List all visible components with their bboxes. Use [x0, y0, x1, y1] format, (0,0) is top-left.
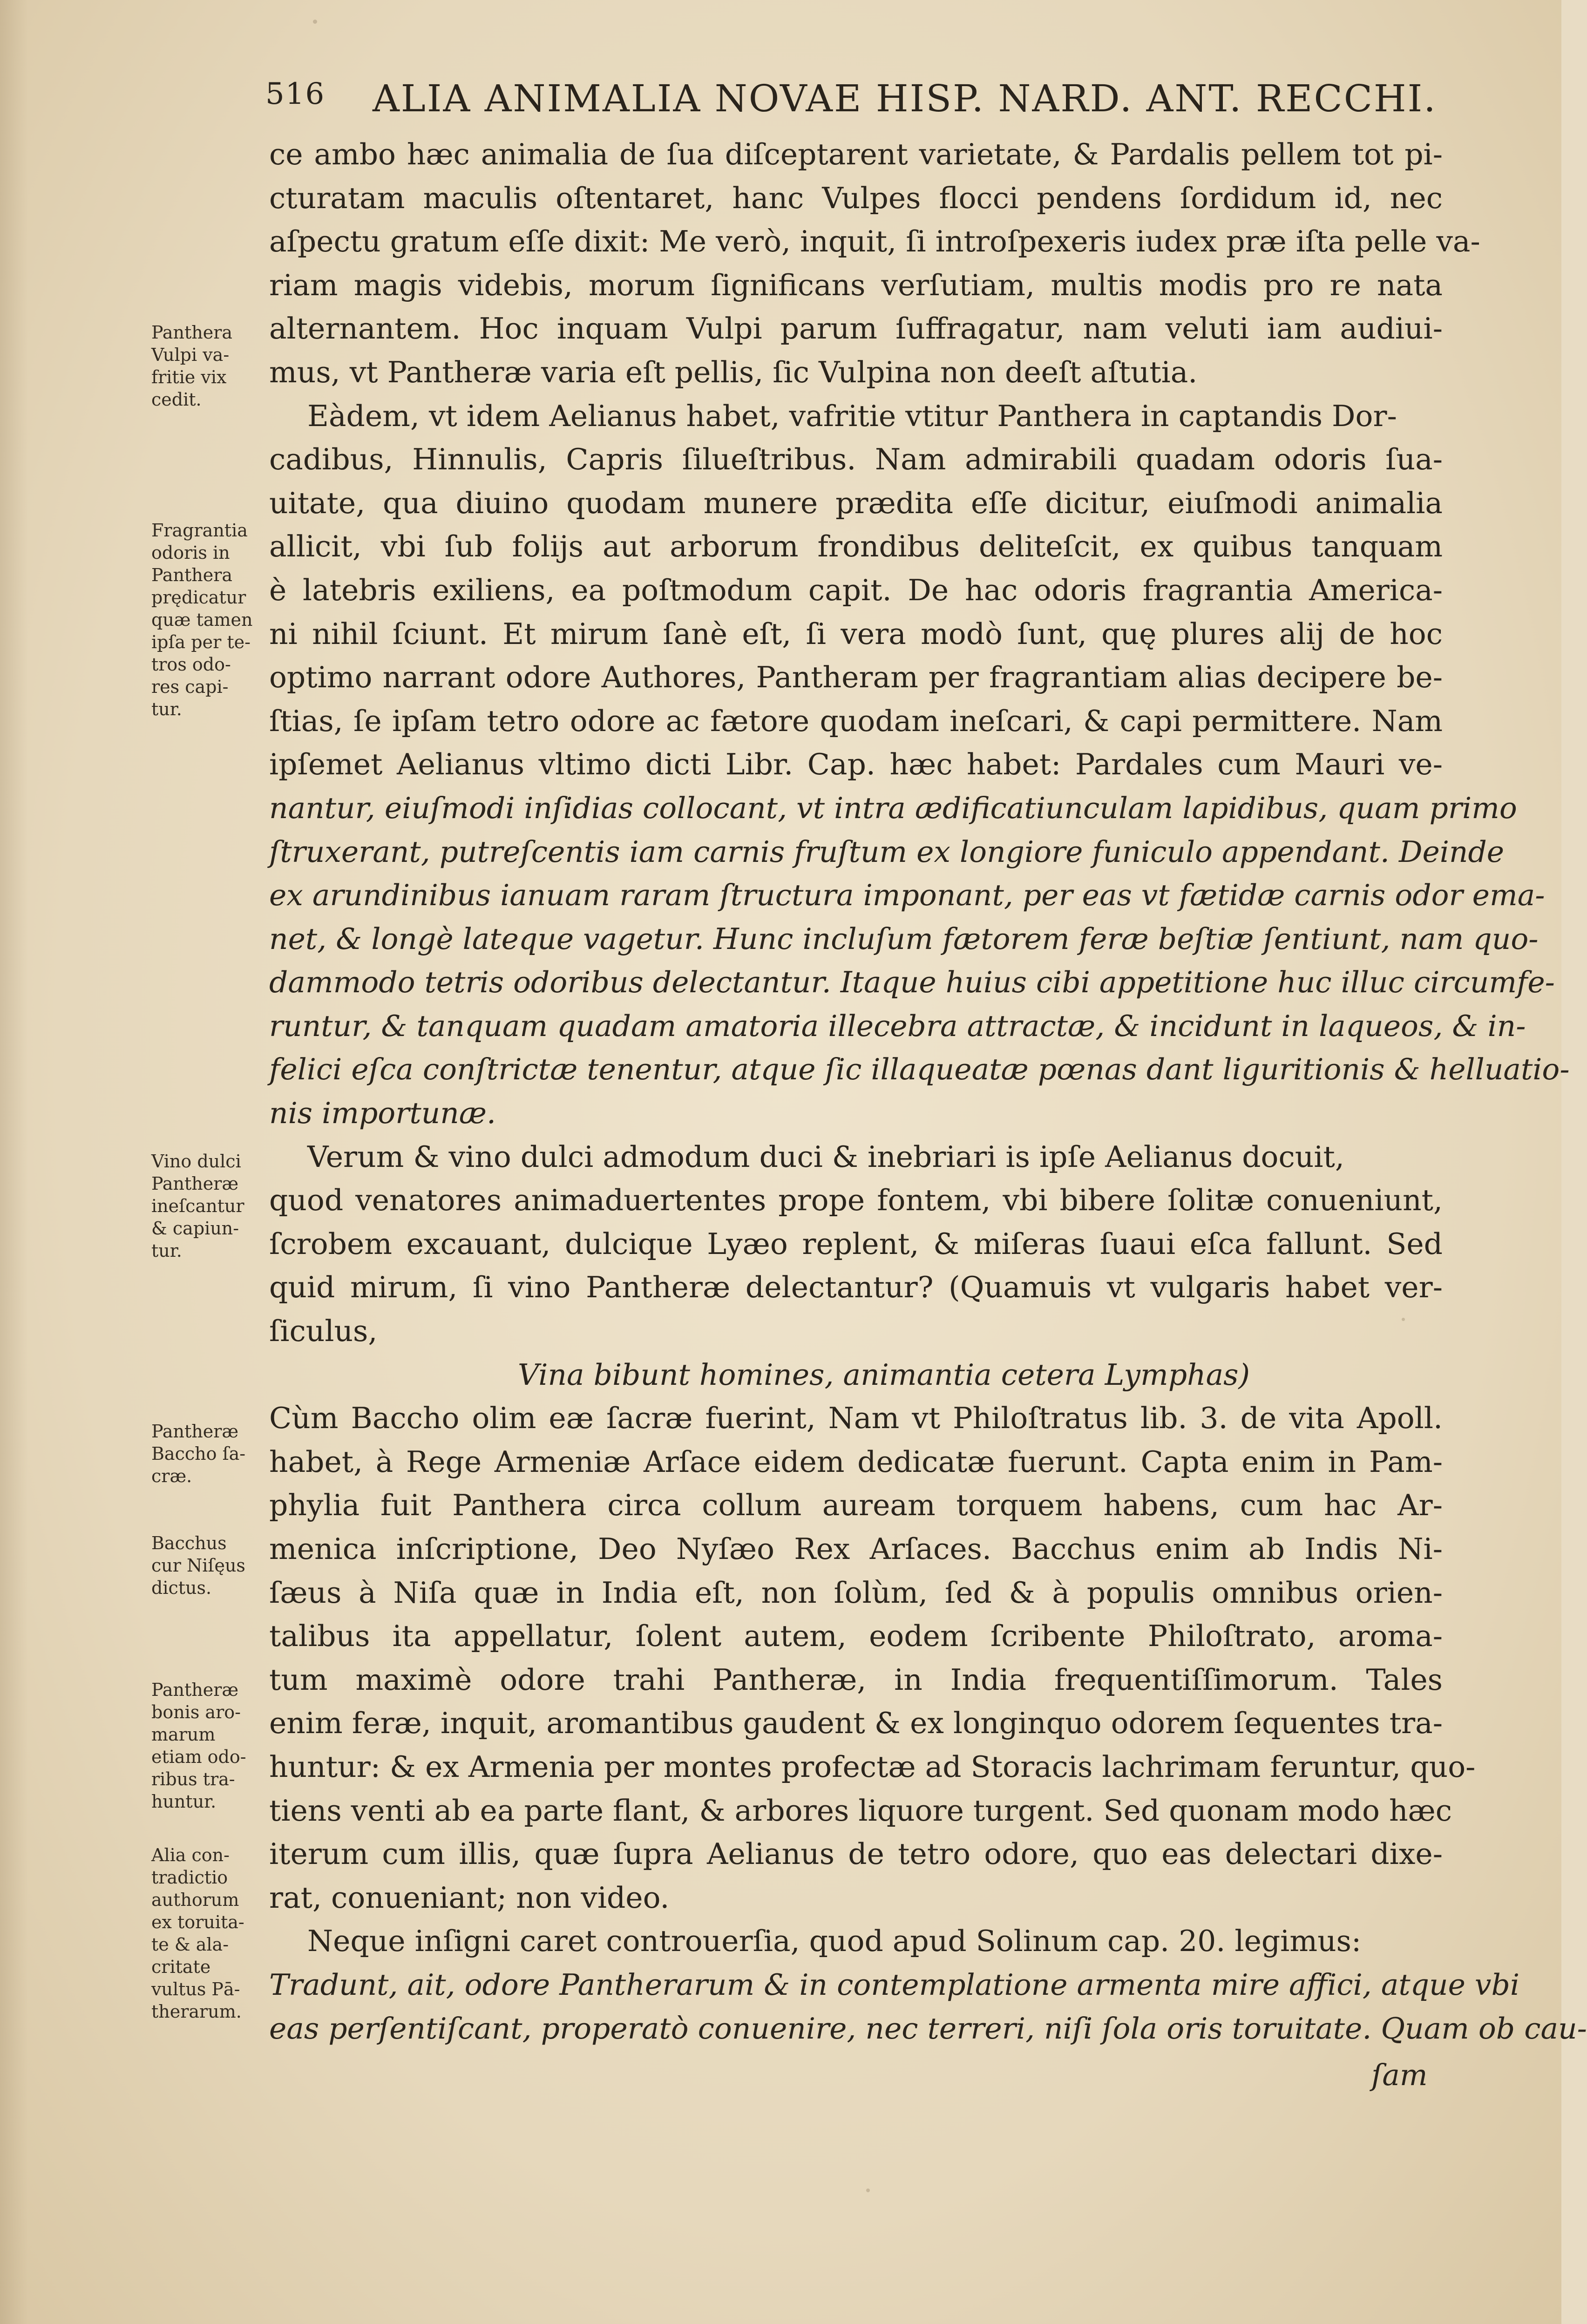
marginal-note-line: Pantheræ	[151, 1680, 239, 1700]
text-line: eas perſentiſcant, properatò conuenire, nec terreri, niſi ſola oris toruitate. Quam ob cau-	[269, 2011, 1587, 2046]
marginal-note	[151, 519, 263, 720]
text-line: felici eſca conſtrictæ tenentur, atque ſic illaqueatæ pœnas dant liguritionis & helluatio-	[269, 1052, 1570, 1087]
marginal-note-line: te & ala-	[151, 1934, 229, 1955]
catchword: ſam	[1371, 2058, 1428, 2092]
paper-speck	[866, 2188, 870, 2192]
text-line: ſiculus,	[269, 1314, 378, 1348]
marginal-note-line: huntur.	[151, 1791, 217, 1812]
text-line: Neque inſigni caret controuerſia, quod apud Solinum cap. 20. legimus:	[307, 1924, 1362, 1958]
text-line: cturatam maculis oſtentaret, hanc Vulpes flocci pendens ſordidum id, nec	[269, 181, 1443, 215]
text-line: riam magis videbis, morum ſignificans verſutiam, multis modis pro re nata	[269, 268, 1443, 302]
marginal-note-line: cedit.	[151, 389, 202, 410]
text-line: cadibus, Hinnulis, Capris ſilueſtribus. Nam admirabili quadam odoris ſua-	[269, 442, 1443, 477]
marginal-note-line: Baccho ſa-	[151, 1443, 246, 1464]
marginal-note-line: res capi-	[151, 677, 229, 697]
text-line: Eàdem, vt idem Aelianus habet, vafritie vtitur Panthera in captandis Dor-	[307, 399, 1397, 433]
text-line: dammodo tetris odoribus delectantur. Itaque huius cibi appetitione huc illuc circumfe-	[269, 965, 1555, 1000]
marginal-note	[151, 1420, 263, 1487]
text-line: quod venatores animaduertentes prope fontem, vbi bibere ſolitæ conueniunt,	[269, 1183, 1443, 1218]
marginal-note-line: cur Niſęus	[151, 1555, 245, 1576]
marginal-note	[151, 1532, 263, 1599]
marginal-note-line: marum	[151, 1724, 216, 1745]
marginal-note-line: fritie vix	[151, 367, 227, 387]
text-line: habet, à Rege Armeniæ Arſace eidem dedicatæ fuerunt. Capta enim in Pam-	[269, 1444, 1443, 1479]
page-gutter-shadow	[0, 0, 28, 2324]
text-line: net, & longè lateque vagetur. Hunc incluſum fætorem feræ beſtiæ ſentiunt, nam quo-	[269, 921, 1539, 956]
marginal-note-line: authorum	[151, 1890, 239, 1910]
text-line: uitate, qua diuino quodam munere prædita eſſe dicitur, eiuſmodi animalia	[269, 486, 1443, 520]
marginal-note	[151, 1150, 263, 1262]
text-line: enim feræ, inquit, aromantibus gaudent & ex longinquo odorem ſequentes tra-	[269, 1706, 1443, 1741]
text-line: mus, vt Pantheræ varia eſt pellis, ſic Vulpina non deeſt aſtutia.	[269, 355, 1198, 389]
text-line: è latebris exiliens, ea poſtmodum capit. De hac odoris fragrantia America-	[269, 573, 1443, 607]
text-line: quid mirum, ſi vino Pantheræ delectantur? (Quamuis vt vulgaris habet ver-	[269, 1270, 1443, 1305]
text-line: Vina bibunt homines, animantia cetera Lymphas)	[517, 1357, 1250, 1392]
marginal-note	[151, 321, 263, 411]
text-line: ſcrobem excauant, dulcique Lyæo replent, & miſeras ſuaui eſca fallunt. Sed	[269, 1226, 1443, 1261]
text-line: rat, conueniant; non video.	[269, 1880, 670, 1915]
marginal-note-line: ineſcantur	[151, 1196, 244, 1216]
marginal-note-line: Bacchus	[151, 1533, 227, 1553]
marginal-note-line: & capiun-	[151, 1218, 239, 1239]
marginal-note-line: tur.	[151, 1240, 182, 1261]
text-line: tum maximè odore trahi Pantheræ, in India frequentiſſimorum. Tales	[269, 1662, 1443, 1697]
marginal-note-line: tros odo-	[151, 654, 231, 675]
text-line: ſtias, ſe ipſam tetro odore ac fætore quodam ineſcari, & capi permittere. Nam	[269, 704, 1443, 738]
marginal-note-line: tur.	[151, 699, 182, 719]
text-line: ſæus à Niſa quæ in India eſt, non ſolùm, ſed & à populis omnibus orien-	[269, 1575, 1443, 1610]
text-line: iterum cum illis, quæ ſupra Aelianus de tetro odore, quo eas delectari dixe-	[269, 1837, 1443, 1871]
text-line: ni nihil ſciunt. Et mirum ſanè eſt, ſi vera modò ſunt, quę plures alij de hoc	[269, 617, 1443, 651]
text-line: allicit, vbi ſub folijs aut arborum frondibus deliteſcit, ex quibus tanquam	[269, 529, 1443, 564]
marginal-note-line: ex toruita-	[151, 1912, 244, 1932]
marginal-note-line: Pantheræ	[151, 1421, 239, 1442]
text-line: ſtruxerant, putreſcentis iam carnis fruſtum ex longiore funiculo appendant. Deinde	[269, 834, 1505, 869]
marginal-note-line: etiam odo-	[151, 1747, 246, 1767]
text-line: talibus ita appellatur, ſolent autem, eodem ſcribente Philoſtrato, aroma-	[269, 1619, 1443, 1653]
marginal-note-line: cræ.	[151, 1466, 192, 1486]
page-number: 516	[265, 77, 326, 111]
marginal-note-line: prędicatur	[151, 587, 246, 608]
marginal-note	[151, 1679, 263, 1813]
text-line: Tradunt, ait, odore Pantherarum & in contemplatione armenta mire affici, atque vbi	[269, 1967, 1520, 2002]
marginal-note-line: Vino dulci	[151, 1151, 241, 1172]
text-line: runtur, & tanquam quadam amatoria illecebra attractæ, & incidunt in laqueos, & in-	[269, 1009, 1526, 1043]
text-line: ipſemet Aelianus vltimo dicti Libr. Cap. hæc habet: Pardales cum Mauri ve-	[269, 747, 1443, 782]
text-line: ex arundinibus ianuam raram ſtructura imponant, per eas vt fætidæ carnis odor ema-	[269, 878, 1545, 913]
text-line: ce ambo hæc animalia de ſua diſceptarent varietate, & Pardalis pellem tot pi-	[269, 137, 1443, 171]
marginal-note-line: Panthera	[151, 322, 233, 343]
text-line: nis importunæ.	[269, 1096, 496, 1131]
text-line: Cùm Baccho olim eæ ſacræ fuerint, Nam vt Philoſtratus lib. 3. de vita Apoll.	[269, 1401, 1443, 1436]
marginal-note-line: quæ tamen	[151, 610, 253, 630]
text-line: nantur, eiuſmodi inſidias collocant, vt intra ædificatiunculam lapidibus, quam primo	[269, 791, 1517, 825]
running-title: ALIA ANIMALIA NOVAE HISP. NARD. ANT. RECCHI.	[373, 77, 1437, 120]
marginal-note-line: Pantheræ	[151, 1173, 239, 1194]
text-line: Verum & vino dulci admodum duci & inebriari is ipſe Aelianus docuit,	[307, 1139, 1344, 1174]
paper-speck	[313, 20, 317, 24]
paper-speck	[1402, 1318, 1405, 1321]
marginal-note-line: tradictio	[151, 1867, 228, 1888]
text-line: aſpectu gratum eſſe dixit: Me verò, inquit, ſi introſpexeris iudex præ iſta pelle va-	[269, 224, 1480, 259]
marginal-note-line: Vulpi va-	[151, 345, 230, 365]
marginal-note-line: ipſa per te-	[151, 632, 251, 652]
marginal-note-line: odoris in	[151, 542, 230, 563]
marginal-note-line: Fragrantia	[151, 520, 248, 541]
main-text-column	[269, 133, 1587, 2050]
text-line: huntur: & ex Armenia per montes profectæ ad Storacis lachrimam feruntur, quo-	[269, 1749, 1476, 1784]
marginal-note-line: ribus tra-	[151, 1769, 235, 1789]
marginal-note-line: Panthera	[151, 565, 233, 585]
marginal-note-line: vultus Pā-	[151, 1979, 240, 1999]
text-line: optimo narrant odore Authores, Pantheram per fragrantiam alias decipere be-	[269, 660, 1443, 695]
marginal-note-line: Alia con-	[151, 1845, 230, 1865]
marginal-note	[151, 1844, 263, 2023]
marginal-note-line: dictus.	[151, 1578, 212, 1598]
text-line: tiens venti ab ea parte flant, & arbores liquore turgent. Sed quonam modo hæc	[269, 1793, 1452, 1828]
marginal-note-line: critate	[151, 1957, 211, 1977]
marginal-note-line: therarum.	[151, 2001, 242, 2022]
marginal-note-line: bonis aro-	[151, 1702, 241, 1722]
text-line: alternantem. Hoc inquam Vulpi parum ſuffragatur, nam veluti iam audiui-	[269, 312, 1443, 346]
text-line: menica inſcriptione, Deo Nyſæo Rex Arſaces. Bacchus enim ab Indis Ni-	[269, 1532, 1443, 1566]
text-line: phylia fuit Panthera circa collum auream torquem habens, cum hac Ar-	[269, 1488, 1443, 1523]
page-header	[265, 77, 1437, 121]
